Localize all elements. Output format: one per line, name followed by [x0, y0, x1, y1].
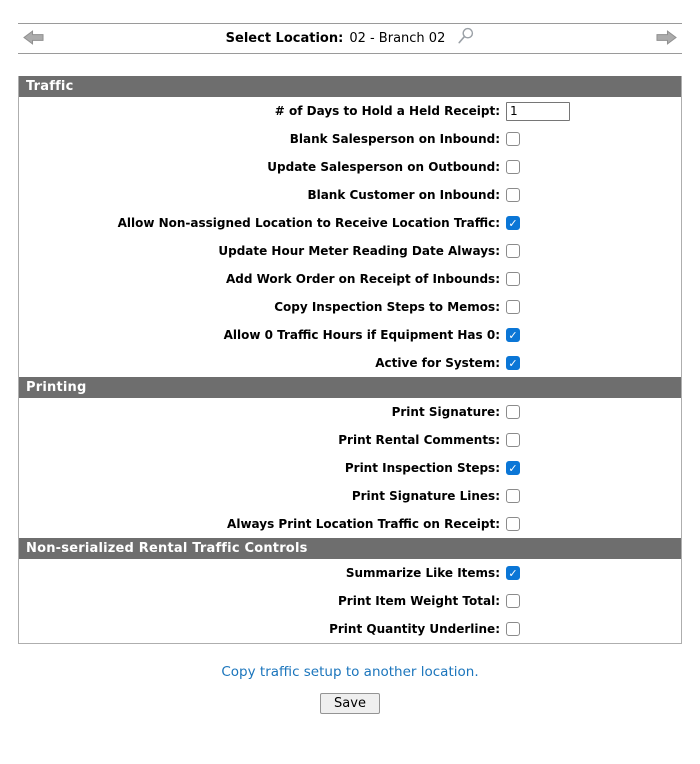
select-location-label: Select Location:	[225, 31, 344, 46]
setting-label: Allow 0 Traffic Hours if Equipment Has 0:	[223, 328, 500, 342]
setting-checkbox[interactable]	[506, 489, 520, 503]
setting-control	[506, 102, 570, 121]
setting-row	[19, 454, 681, 482]
setting-checkbox[interactable]	[506, 132, 520, 146]
setting-checkbox[interactable]	[506, 594, 520, 608]
setting-control	[506, 244, 520, 258]
setting-row	[19, 293, 681, 321]
setting-label: Print Item Weight Total:	[338, 594, 500, 608]
setting-checkbox[interactable]	[506, 517, 520, 531]
section-header: Traffic	[19, 76, 681, 97]
location-nav	[18, 23, 682, 54]
save-button[interactable]: Save	[320, 693, 380, 714]
copy-traffic-setup-link[interactable]: Copy traffic setup to another location.	[221, 664, 479, 680]
setting-checkbox[interactable]	[506, 328, 520, 342]
setting-row	[19, 265, 681, 293]
setting-row	[19, 482, 681, 510]
setting-row	[19, 349, 681, 377]
setting-row	[19, 125, 681, 153]
setting-control	[506, 300, 520, 314]
section-body	[19, 398, 681, 538]
setting-row	[19, 398, 681, 426]
setting-label: Print Rental Comments:	[338, 433, 500, 447]
search-icon[interactable]	[457, 27, 474, 44]
setting-control	[506, 566, 520, 580]
setting-label: Blank Salesperson on Inbound:	[289, 132, 500, 146]
setting-row	[19, 153, 681, 181]
setting-control	[506, 188, 520, 202]
next-arrow-icon	[656, 30, 677, 45]
settings-panel	[18, 76, 682, 644]
section-header: Printing	[19, 377, 681, 398]
setting-row	[19, 321, 681, 349]
setting-control	[506, 489, 520, 503]
setting-control	[506, 328, 520, 342]
setting-control	[506, 216, 520, 230]
setting-row	[19, 97, 681, 125]
setting-label: Blank Customer on Inbound:	[307, 188, 500, 202]
setting-label: Copy Inspection Steps to Memos:	[274, 300, 500, 314]
setting-checkbox[interactable]	[506, 188, 520, 202]
setting-row	[19, 615, 681, 643]
selected-location-value: 02 - Branch 02	[349, 31, 446, 46]
setting-checkbox[interactable]	[506, 433, 520, 447]
setting-label: Add Work Order on Receipt of Inbounds:	[225, 272, 500, 286]
setting-label: Update Salesperson on Outbound:	[267, 160, 500, 174]
setting-checkbox[interactable]	[506, 216, 520, 230]
setting-row	[19, 237, 681, 265]
setting-control	[506, 517, 520, 531]
setting-checkbox[interactable]	[506, 356, 520, 370]
setting-control	[506, 356, 520, 370]
setting-checkbox[interactable]	[506, 566, 520, 580]
setting-row	[19, 510, 681, 538]
setting-control	[506, 461, 520, 475]
setting-control	[506, 160, 520, 174]
setting-label: Always Print Location Traffic on Receipt:	[227, 517, 500, 531]
setting-checkbox[interactable]	[506, 461, 520, 475]
footer	[0, 644, 700, 714]
setting-label: Print Signature Lines:	[351, 489, 500, 503]
setting-control	[506, 622, 520, 636]
setting-label: Summarize Like Items:	[345, 566, 500, 580]
section-body	[19, 559, 681, 643]
days-to-hold-input[interactable]	[506, 102, 570, 121]
setting-label: Allow Non-assigned Location to Receive Location Traffic:	[117, 216, 500, 230]
setting-label: Active for System:	[375, 356, 500, 370]
setting-control	[506, 594, 520, 608]
prev-location-button[interactable]	[23, 30, 44, 45]
section-body	[19, 97, 681, 377]
location-selector	[226, 30, 475, 47]
setting-row	[19, 209, 681, 237]
setting-row	[19, 587, 681, 615]
setting-checkbox[interactable]	[506, 272, 520, 286]
next-location-button[interactable]	[656, 30, 677, 45]
setting-row	[19, 426, 681, 454]
setting-checkbox[interactable]	[506, 300, 520, 314]
setting-row	[19, 559, 681, 587]
setting-label: Print Inspection Steps:	[344, 461, 500, 475]
section-header: Non-serialized Rental Traffic Controls	[19, 538, 681, 559]
setting-label: # of Days to Hold a Held Receipt:	[274, 104, 500, 118]
setting-control	[506, 132, 520, 146]
setting-checkbox[interactable]	[506, 244, 520, 258]
setting-control	[506, 405, 520, 419]
setting-checkbox[interactable]	[506, 622, 520, 636]
setting-checkbox[interactable]	[506, 160, 520, 174]
setting-label: Print Signature:	[391, 405, 500, 419]
setting-label: Update Hour Meter Reading Date Always:	[218, 244, 500, 258]
setting-control	[506, 272, 520, 286]
setting-label: Print Quantity Underline:	[329, 622, 500, 636]
prev-arrow-icon	[23, 30, 44, 45]
setting-row	[19, 181, 681, 209]
setting-control	[506, 433, 520, 447]
setting-checkbox[interactable]	[506, 405, 520, 419]
